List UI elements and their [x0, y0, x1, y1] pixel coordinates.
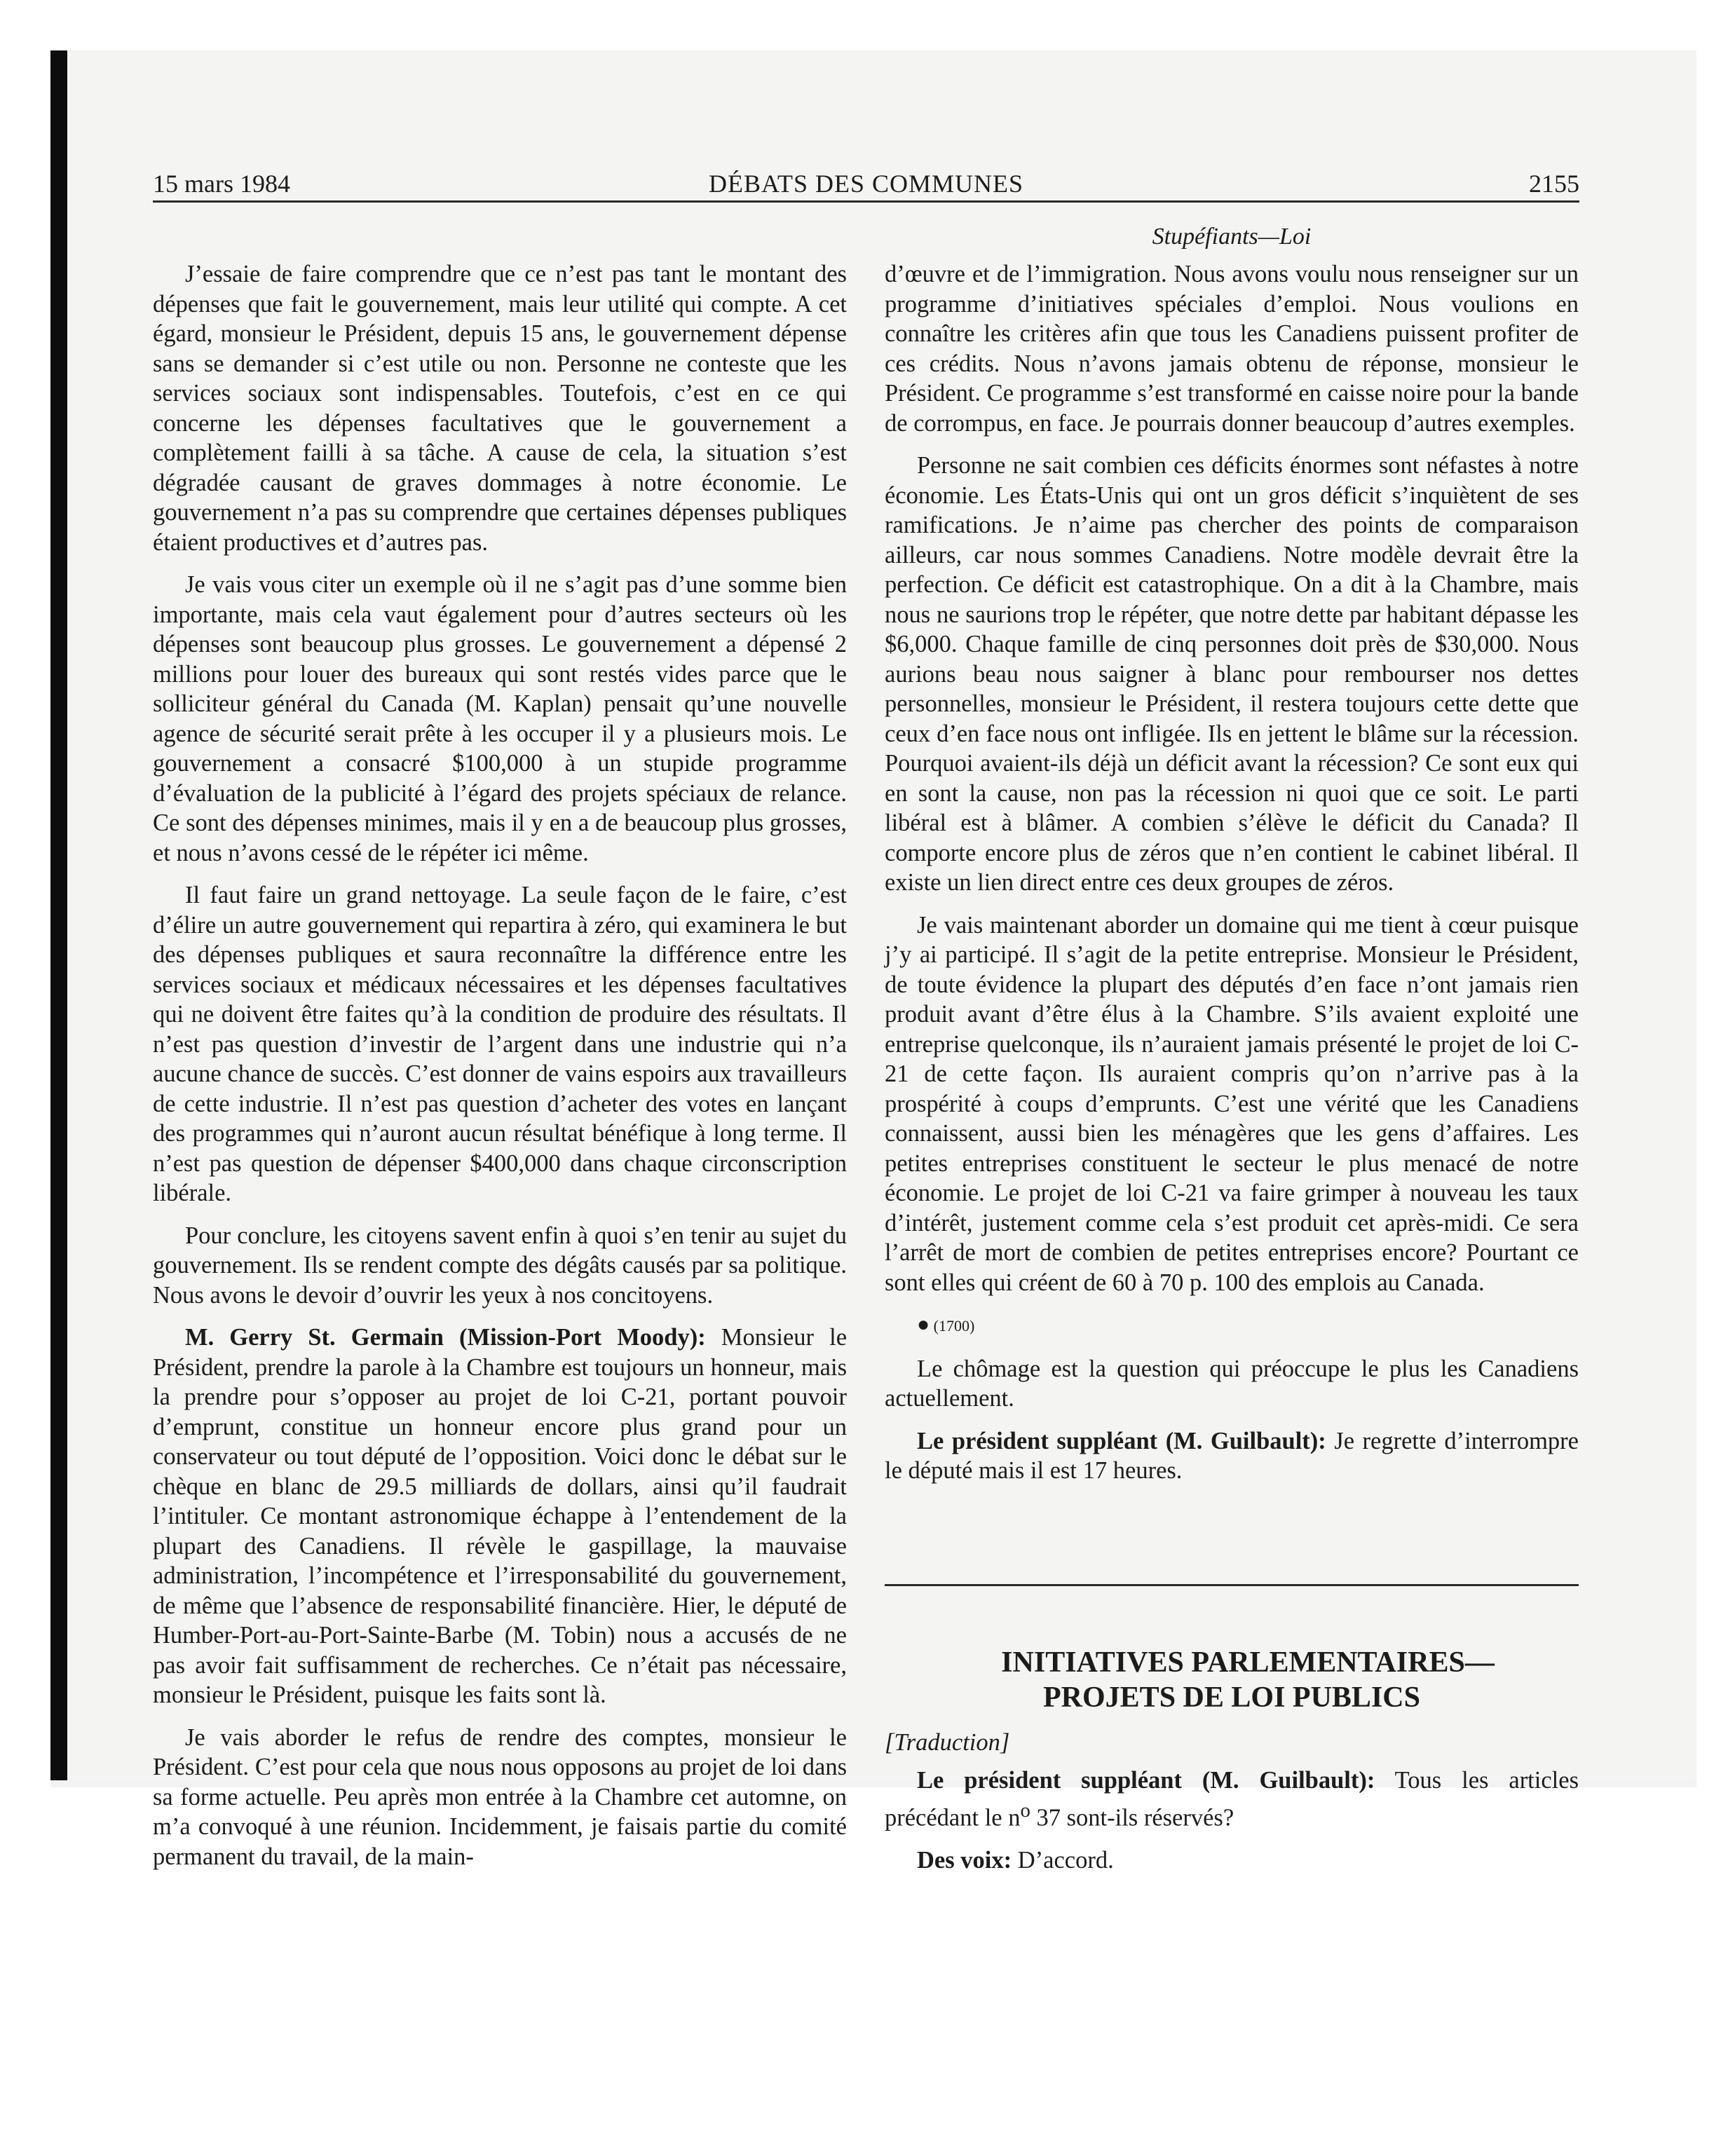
paragraph: Il faut faire un grand nettoyage. La seule façon de le faire, c’est d’élire un autre gouvernement qui repartira à zéro, qui examinera le but des dépenses publiques et saura reconnaître la différence entre les services sociaux et médicaux nécessaires et les dépenses facultatives qui ne doivent être faites qu’à la condition de produire des résultats. Il n’est pas question d’investir de l’argent dans une industrie qui n’a aucune chance de succès. C’est donner de vains espoirs aux travailleurs de cette industrie. Il n’est pas question d’acheter des votes en lançant des programmes qui n’auront aucun résultat bénéfique à long terme. Il n’est pas question de dépenser $400,000 dans chaque circonscription libérale. [153, 882, 847, 1206]
ordinal-superscript: o [1020, 1799, 1030, 1822]
speech-paragraph [885, 1845, 1579, 1876]
translation-note: [Traduction] [885, 1728, 1010, 1756]
speech-paragraph [885, 1766, 1579, 1833]
paragraph: Personne ne sait combien ces déficits énormes sont néfastes à notre économie. Les États-Unis qui ont un gros déficit s’inquiètent de ses ramifications. Je n’aime pas chercher des points de comparaison ailleurs, car nous sommes Canadiens. Notre modèle devrait être la perfection. Ce déficit est catastrophique. On a dit à la Chambre, mais nous ne saurions trop le répéter, que notre dette par habitant dépasse les $6,000. Chaque famille de cinq personnes doit près de $30,000. Nous aurions beau nous saigner à blanc pour rembourser nos dettes personnelles, monsieur le Président, il restera toujours cette dette que ceux d’en face nous ont infligée. Ils en jettent le blâme sur la récession. Pourquoi avaient-ils déjà un déficit avant la récession? Ce sont eux qui en sont la cause, non pas la récession ni quoi que ce soit. Le parti libéral est à blâmer. A combien s’élève le déficit du Canada? Il comporte encore plus de zéros que n’en contient le cabinet libéral. Il existe un lien direct entre ces deux groupes de zéros. [885, 452, 1579, 896]
speech-text: Monsieur le Président, prendre la parole à la Chambre est toujours un honneur, mais la prendre pour s’opposer au projet de loi C-21, portant pouvoir d’emprunt, constitue un honneur encore plus grand pour un conservateur ou tout député de l’opposition. Voici donc le débat sur le chèque en blanc de 29.5 milliards de dollars, ainsi qu’il faudrait l’intituler. Ce montant astronomique échappe à l’entendement de la plupart des Canadiens. Il révèle le gaspillage, la mauvaise administration, l’incompétence et l’irresponsabilité du gouvernement, de même que l’absence de responsabilité financière. Hier, le député de Humber-Port-au-Port-Sainte-Barbe (M. Tobin) nous a accusés de ne pas avoir fait suffisamment de recherches. Ce n’était pas nécessaire, monsieur le Président, puisque les faits sont là. [153, 1324, 848, 1708]
paragraph: J’essaie de faire comprendre que ce n’est pas tant le montant des dépenses que fait le gouvernement, mais leur utilité qui compte. A cet égard, monsieur le Président, depuis 15 ans, le gouvernement dépense sans se demander si c’est utile ou non. Personne ne conteste que les services sociaux sont indispensables. Toutefois, c’est en ce qui concerne les dépenses facultatives que le gouvernement a complètement failli à sa tâche. A cause de cela, la situation s’est dégradée causant de graves dommages à notre économie. Le gouvernement n’a pas su comprendre que certaines dépenses publiques étaient productives et d’autres pas. [153, 261, 847, 556]
bullet-icon: ● [917, 1313, 930, 1336]
speaker-name: M. Gerry St. Germain (Mission-Port Moody): [185, 1324, 706, 1351]
header-date: 15 mars 1984 [153, 170, 290, 198]
header-title: DÉBATS DES COMMUNES [708, 170, 1024, 198]
paragraph: d’œuvre et de l’immigration. Nous avons voulu nous renseigner sur un programme d’initiatives spéciales d’emploi. Nous voulions en connaître les critères afin que tous les Canadiens puissent profiter de ces crédits. Nous n’avons jamais obtenu de réponse, monsieur le Président. Ce programme s’est transformé en caisse noire pour la bande de corrompus, en face. Je pourrais donner beaucoup d’autres exemples. [885, 261, 1579, 437]
paragraph: Je vais maintenant aborder un domaine qui me tient à cœur puisque j’y ai participé. Il s’agit de la petite entreprise. Monsieur le Président, de toute évidence la plupart des députés d’en face n’ont jamais rien produit avant d’être élus à la Chambre. S’ils avaient exploité une entreprise quelconque, ils n’auraient jamais présenté le projet de loi C-21 de cette façon. Ils auraient compris qu’on n’arrive pas à la prospérité à coups d’emprunts. C’est une vérité que les Canadiens connaissent, aussi bien les ménagères que les gens d’affaires. Les petites entreprises constituent le secteur le plus menacé de notre économie. Le projet de loi C-21 va faire grimper à nouveau les taux d’intérêt, justement comme cela s’est produit cet après-midi. Ce sera l’arrêt de mort de combien de petites entreprises encore? Pourtant ce sont elles qui créent de 60 à 70 p. 100 des emplois au Canada. [885, 911, 1579, 1296]
speaker-name: Le président suppléant (M. Guilbault): [917, 1427, 1326, 1454]
time-marker [885, 1310, 1579, 1342]
speech-text: Je regrette d’interrompre le député mais il est 17 heures. [885, 1427, 1579, 1484]
left-column [153, 259, 847, 1884]
speech-paragraph [885, 1426, 1579, 1486]
paragraph: Je vais aborder le refus de rendre des comptes, monsieur le Président. C’est pour cela que nous nous opposons au projet de loi dans sa forme actuelle. Peu après mon entrée à la Chambre cet automne, on m’a convoqué à une réunion. Incidemment, je faisais partie du comité permanent du travail, de la main- [153, 1724, 847, 1870]
paragraph: Le chômage est la question qui préoccupe le plus les Canadiens actuellement. [885, 1355, 1579, 1412]
section-title-line2: PROJETS DE LOI PUBLICS [1043, 1681, 1420, 1714]
page-header [153, 168, 1579, 203]
speaker-name: Des voix: [917, 1846, 1012, 1874]
section-divider [885, 1584, 1579, 1586]
time-marker-text: (1700) [933, 1317, 975, 1335]
speech-text: Tous les articles précédant le n [885, 1767, 1579, 1831]
paragraph: Pour conclure, les citoyens savent enfin à quoi s’en tenir au sujet du gouvernement. Ils se rendent compte des dégâts causés par sa politique. Nous avons le devoir d’ouvrir les yeux à nos concitoyens. [153, 1222, 847, 1309]
paragraph: Je vais vous citer un exemple où il ne s’agit pas d’une somme bien importante, mais cela vaut également pour d’autres secteurs où les dépenses sont beaucoup plus grosses. Le gouvernement a dépensé 2 millions pour louer des bureaux qui sont restés vides parce que le solliciteur général du Canada (M. Kaplan) pensait qu’une nouvelle agence de sécurité serait prête à les occuper il y a plusieurs mois. Le gouvernement a consacré $100,000 à un stupide programme d’évaluation de la publicité à l’égard des projets spéciaux de relance. Ce sont des dépenses minimes, mais il y en a de beaucoup plus grosses, et nous n’avons cessé de le répéter ici même. [153, 571, 847, 866]
section-title [885, 1645, 1579, 1715]
speech-paragraph [153, 1323, 847, 1710]
page-number: 2155 [1529, 170, 1579, 198]
speech-text: D’accord. [1012, 1846, 1114, 1874]
running-head: Stupéfiants—Loi [1152, 224, 1312, 250]
speech-text: 37 sont-ils réservés? [1030, 1804, 1234, 1831]
speaker-name: Le président suppléant (M. Guilbault): [917, 1767, 1375, 1794]
scan-edge-bar [50, 50, 67, 1787]
section-title-line1: INITIATIVES PARLEMENTAIRES— [1001, 1646, 1495, 1679]
right-column [885, 259, 1579, 1888]
